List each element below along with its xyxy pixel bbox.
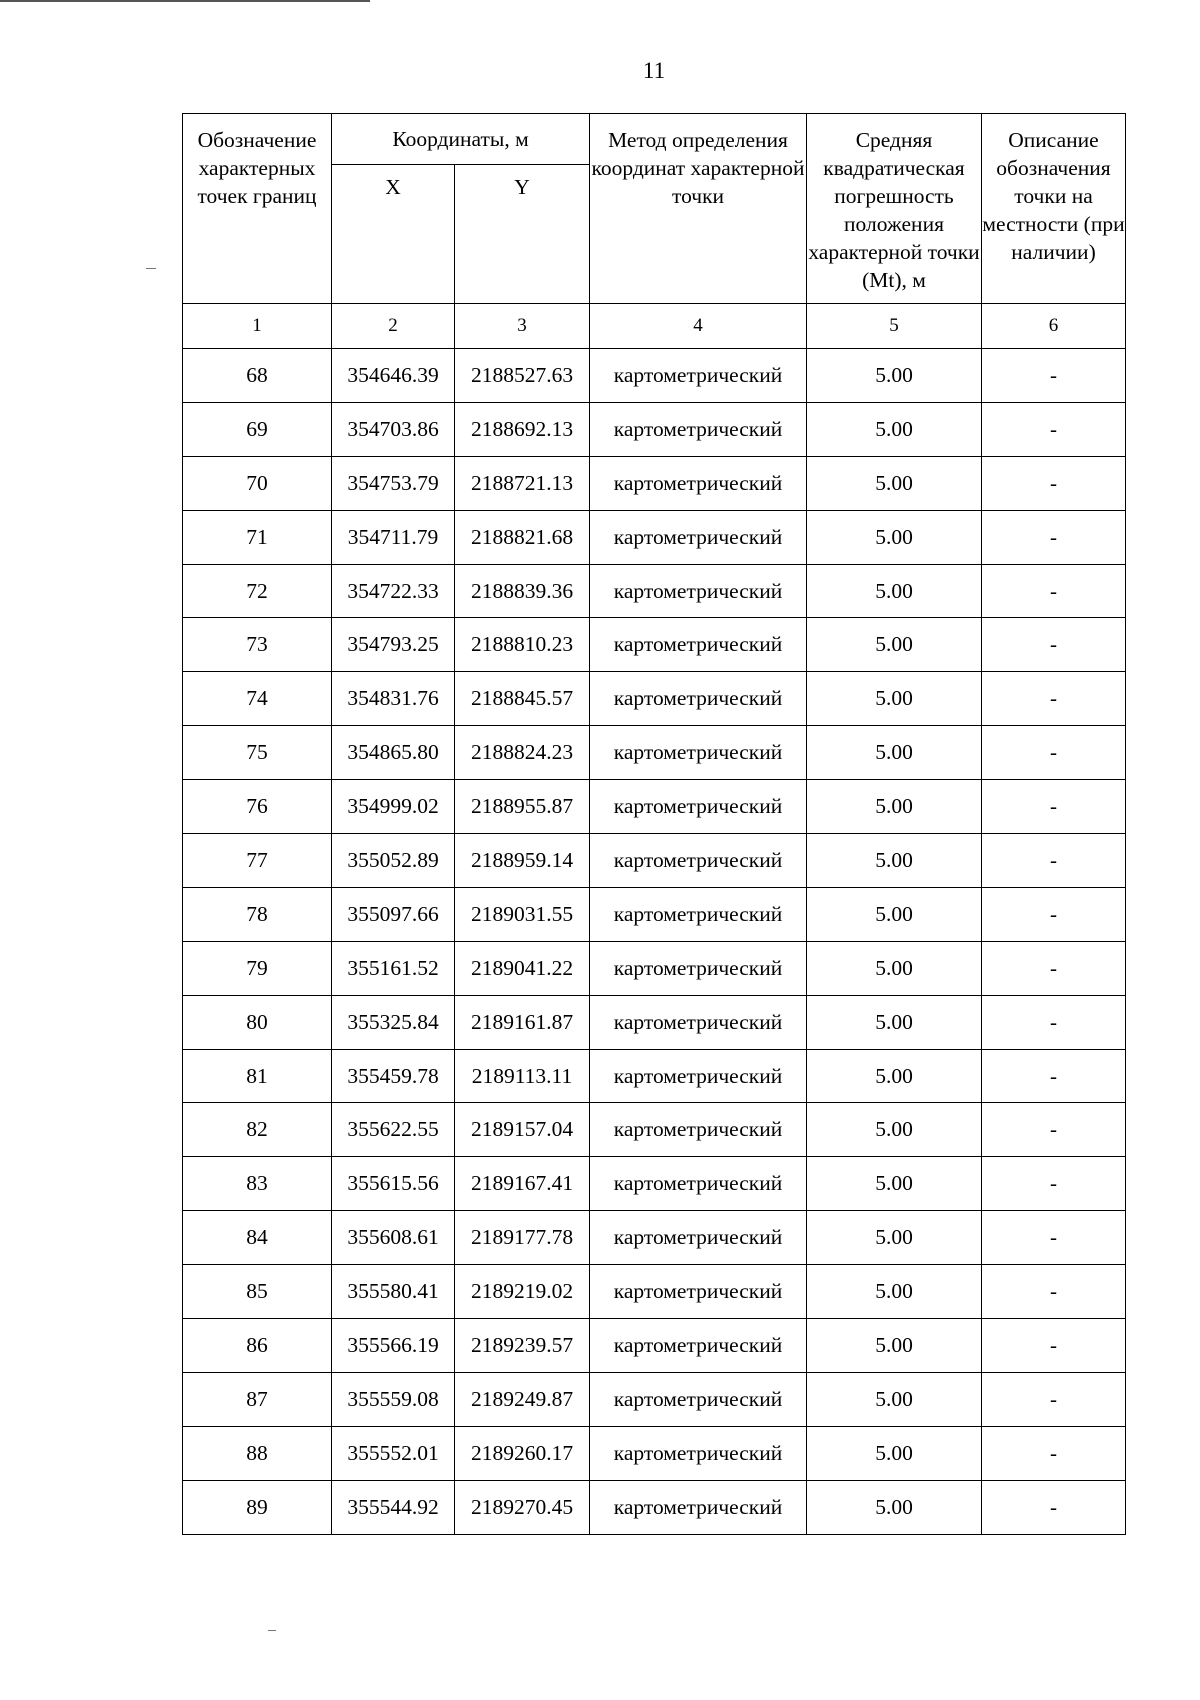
table-row	[183, 1372, 1126, 1426]
x-coordinate-cell: 354865.80	[332, 726, 455, 780]
point-cell: 85	[183, 1265, 332, 1319]
description-cell: -	[982, 510, 1126, 564]
point-cell: 73	[183, 618, 332, 672]
y-coordinate-cell: 2188955.87	[455, 780, 590, 834]
table-row	[183, 941, 1126, 995]
y-coordinate-cell: 2189270.45	[455, 1480, 590, 1534]
description-cell: -	[982, 349, 1126, 403]
y-coordinate-cell: 2188824.23	[455, 726, 590, 780]
error-cell: 5.00	[807, 995, 982, 1049]
point-cell: 79	[183, 941, 332, 995]
error-cell: 5.00	[807, 1049, 982, 1103]
point-cell: 89	[183, 1480, 332, 1534]
method-cell: картометрический	[590, 834, 807, 888]
table-row	[183, 510, 1126, 564]
y-coordinate-cell: 2189157.04	[455, 1103, 590, 1157]
scan-edge-line	[0, 0, 370, 2]
y-coordinate-cell: 2189249.87	[455, 1372, 590, 1426]
description-cell: -	[982, 834, 1126, 888]
x-coordinate-cell: 355161.52	[332, 941, 455, 995]
table-row	[183, 1211, 1126, 1265]
x-coordinate-cell: 355052.89	[332, 834, 455, 888]
method-cell: картометрический	[590, 726, 807, 780]
y-coordinate-cell: 2188810.23	[455, 618, 590, 672]
error-cell: 5.00	[807, 402, 982, 456]
point-cell: 78	[183, 887, 332, 941]
description-cell: -	[982, 402, 1126, 456]
x-coordinate-cell: 355459.78	[332, 1049, 455, 1103]
error-cell: 5.00	[807, 941, 982, 995]
column-number: 2	[332, 304, 455, 349]
description-cell: -	[982, 887, 1126, 941]
x-coordinate-cell: 355559.08	[332, 1372, 455, 1426]
x-coordinate-cell: 354703.86	[332, 402, 455, 456]
point-cell: 80	[183, 995, 332, 1049]
table-row	[183, 349, 1126, 403]
x-coordinate-cell: 355615.56	[332, 1157, 455, 1211]
table-row	[183, 887, 1126, 941]
y-coordinate-cell: 2188692.13	[455, 402, 590, 456]
table-row	[183, 1157, 1126, 1211]
table-row	[183, 780, 1126, 834]
point-cell: 75	[183, 726, 332, 780]
table-row	[183, 402, 1126, 456]
table-row	[183, 1319, 1126, 1373]
error-cell: 5.00	[807, 672, 982, 726]
description-cell: -	[982, 1480, 1126, 1534]
error-cell: 5.00	[807, 1103, 982, 1157]
x-coordinate-cell: 354646.39	[332, 349, 455, 403]
y-coordinate-cell: 2188821.68	[455, 510, 590, 564]
x-coordinate-cell: 355552.01	[332, 1426, 455, 1480]
method-cell: картометрический	[590, 510, 807, 564]
column-number: 4	[590, 304, 807, 349]
method-cell: картометрический	[590, 1103, 807, 1157]
method-cell: картометрический	[590, 1049, 807, 1103]
table-row	[183, 834, 1126, 888]
y-coordinate-cell: 2189161.87	[455, 995, 590, 1049]
header-description: Описание обозначения точки на местности (при наличии)	[982, 114, 1126, 304]
description-cell: -	[982, 1372, 1126, 1426]
x-coordinate-cell: 355097.66	[332, 887, 455, 941]
method-cell: картометрический	[590, 564, 807, 618]
y-coordinate-cell: 2189219.02	[455, 1265, 590, 1319]
y-coordinate-cell: 2189260.17	[455, 1426, 590, 1480]
error-cell: 5.00	[807, 887, 982, 941]
description-cell: -	[982, 1103, 1126, 1157]
point-cell: 76	[183, 780, 332, 834]
error-cell: 5.00	[807, 780, 982, 834]
x-coordinate-cell: 354711.79	[332, 510, 455, 564]
y-coordinate-cell: 2188527.63	[455, 349, 590, 403]
table-row	[183, 456, 1126, 510]
method-cell: картометрический	[590, 618, 807, 672]
error-cell: 5.00	[807, 1426, 982, 1480]
error-cell: 5.00	[807, 349, 982, 403]
x-coordinate-cell: 355544.92	[332, 1480, 455, 1534]
description-cell: -	[982, 941, 1126, 995]
header-coordinates-group: Координаты, м	[332, 114, 590, 165]
y-coordinate-cell: 2188839.36	[455, 564, 590, 618]
description-cell: -	[982, 726, 1126, 780]
method-cell: картометрический	[590, 995, 807, 1049]
method-cell: картометрический	[590, 1319, 807, 1373]
header-mean-square-error: Средняя квадратическая погрешность положения характерной точки (Mt), м	[807, 114, 982, 304]
point-cell: 70	[183, 456, 332, 510]
table-row	[183, 564, 1126, 618]
y-coordinate-cell: 2188845.57	[455, 672, 590, 726]
table-row	[183, 1265, 1126, 1319]
method-cell: картометрический	[590, 887, 807, 941]
description-cell: -	[982, 564, 1126, 618]
method-cell: картометрический	[590, 672, 807, 726]
point-cell: 81	[183, 1049, 332, 1103]
description-cell: -	[982, 672, 1126, 726]
x-coordinate-cell: 354831.76	[332, 672, 455, 726]
header-x: X	[332, 165, 455, 304]
error-cell: 5.00	[807, 564, 982, 618]
coordinates-table	[182, 113, 1126, 1535]
method-cell: картометрический	[590, 456, 807, 510]
y-coordinate-cell: 2189177.78	[455, 1211, 590, 1265]
point-cell: 86	[183, 1319, 332, 1373]
description-cell: -	[982, 1426, 1126, 1480]
y-coordinate-cell: 2188959.14	[455, 834, 590, 888]
description-cell: -	[982, 1049, 1126, 1103]
error-cell: 5.00	[807, 1372, 982, 1426]
point-cell: 68	[183, 349, 332, 403]
point-cell: 71	[183, 510, 332, 564]
column-number: 5	[807, 304, 982, 349]
x-coordinate-cell: 355622.55	[332, 1103, 455, 1157]
point-cell: 87	[183, 1372, 332, 1426]
scan-artifact-mark	[268, 1630, 276, 1631]
description-cell: -	[982, 618, 1126, 672]
point-cell: 83	[183, 1157, 332, 1211]
table-row	[183, 1049, 1126, 1103]
method-cell: картометрический	[590, 941, 807, 995]
x-coordinate-cell: 354793.25	[332, 618, 455, 672]
y-coordinate-cell: 2189113.11	[455, 1049, 590, 1103]
column-number: 6	[982, 304, 1126, 349]
point-cell: 82	[183, 1103, 332, 1157]
point-cell: 72	[183, 564, 332, 618]
point-cell: 74	[183, 672, 332, 726]
error-cell: 5.00	[807, 834, 982, 888]
error-cell: 5.00	[807, 1319, 982, 1373]
column-numbers-row	[183, 304, 1126, 349]
table-row	[183, 672, 1126, 726]
description-cell: -	[982, 1157, 1126, 1211]
page-number: 11	[642, 58, 666, 83]
page-number-container	[0, 58, 1200, 84]
table-row	[183, 1426, 1126, 1480]
point-cell: 84	[183, 1211, 332, 1265]
error-cell: 5.00	[807, 1480, 982, 1534]
method-cell: картометрический	[590, 402, 807, 456]
error-cell: 5.00	[807, 1265, 982, 1319]
table-row	[183, 995, 1126, 1049]
column-number: 1	[183, 304, 332, 349]
table-body	[183, 349, 1126, 1535]
error-cell: 5.00	[807, 1157, 982, 1211]
x-coordinate-cell: 355608.61	[332, 1211, 455, 1265]
x-coordinate-cell: 355325.84	[332, 995, 455, 1049]
table-row	[183, 618, 1126, 672]
x-coordinate-cell: 354722.33	[332, 564, 455, 618]
y-coordinate-cell: 2189167.41	[455, 1157, 590, 1211]
method-cell: картометрический	[590, 1426, 807, 1480]
x-coordinate-cell: 355580.41	[332, 1265, 455, 1319]
header-method: Метод определения координат характерной точки	[590, 114, 807, 304]
x-coordinate-cell: 354999.02	[332, 780, 455, 834]
description-cell: -	[982, 456, 1126, 510]
error-cell: 5.00	[807, 726, 982, 780]
point-cell: 77	[183, 834, 332, 888]
error-cell: 5.00	[807, 510, 982, 564]
y-coordinate-cell: 2189239.57	[455, 1319, 590, 1373]
x-coordinate-cell: 355566.19	[332, 1319, 455, 1373]
method-cell: картометрический	[590, 1372, 807, 1426]
method-cell: картометрический	[590, 1211, 807, 1265]
description-cell: -	[982, 995, 1126, 1049]
table-row	[183, 1480, 1126, 1534]
error-cell: 5.00	[807, 618, 982, 672]
method-cell: картометрический	[590, 349, 807, 403]
table-row	[183, 726, 1126, 780]
description-cell: -	[982, 1319, 1126, 1373]
y-coordinate-cell: 2188721.13	[455, 456, 590, 510]
description-cell: -	[982, 780, 1126, 834]
description-cell: -	[982, 1211, 1126, 1265]
method-cell: картометрический	[590, 1265, 807, 1319]
y-coordinate-cell: 2189031.55	[455, 887, 590, 941]
point-cell: 69	[183, 402, 332, 456]
column-number: 3	[455, 304, 590, 349]
x-coordinate-cell: 354753.79	[332, 456, 455, 510]
table-row	[183, 1103, 1126, 1157]
method-cell: картометрический	[590, 780, 807, 834]
point-cell: 88	[183, 1426, 332, 1480]
method-cell: картометрический	[590, 1157, 807, 1211]
header-point-designation: Обозначение характерных точек границ	[183, 114, 332, 304]
method-cell: картометрический	[590, 1480, 807, 1534]
error-cell: 5.00	[807, 1211, 982, 1265]
scan-artifact-mark	[146, 268, 156, 269]
header-y: Y	[455, 165, 590, 304]
description-cell: -	[982, 1265, 1126, 1319]
y-coordinate-cell: 2189041.22	[455, 941, 590, 995]
error-cell: 5.00	[807, 456, 982, 510]
